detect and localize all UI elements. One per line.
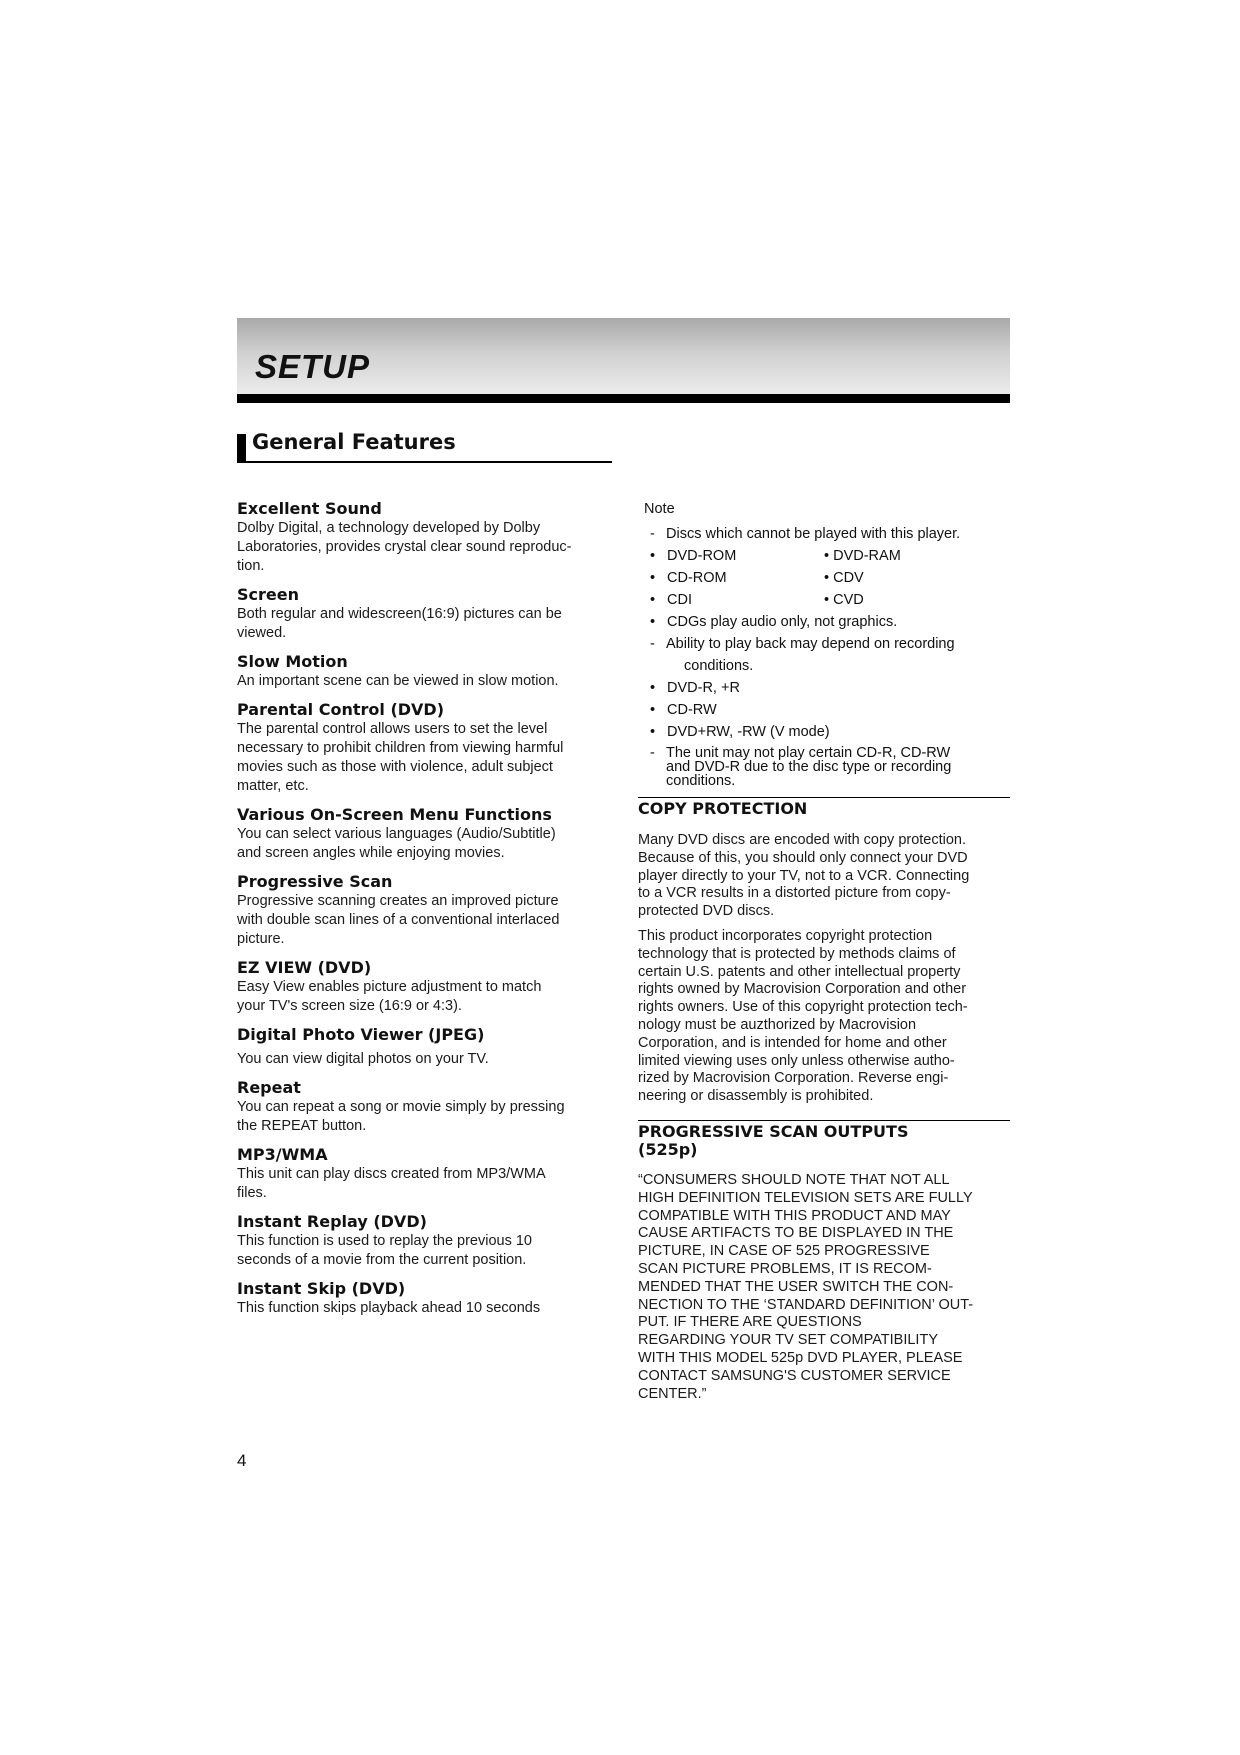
note-label: Note (644, 501, 675, 517)
format-item: • DVD-R, +R (650, 680, 740, 696)
disc-pair-row: • DVD-ROM • DVD-RAM (650, 548, 901, 564)
feature-text: You can select various languages (Audio/Subtitle) and screen angles while enjoying movies. (237, 826, 556, 861)
feature-parental-control (237, 700, 617, 796)
feature-text: You can view digital photos on your TV. (237, 1051, 489, 1067)
features-column (237, 499, 617, 1327)
disc-pair-row: • CDI • CVD (650, 592, 864, 608)
feature-heading: Screen (237, 585, 299, 604)
feature-heading: Instant Replay (DVD) (237, 1212, 427, 1231)
feature-heading: Slow Motion (237, 652, 348, 671)
feature-heading: Repeat (237, 1078, 301, 1097)
ability-note: - Ability to play back may depend on recording (650, 636, 955, 652)
setup-banner (237, 318, 1010, 394)
feature-instant-replay (237, 1212, 617, 1270)
progressive-outputs-text: “CONSUMERS SHOULD NOTE THAT NOT ALL HIGH DEFINITION TELEVISION SETS ARE FULLY COMPATIBLE WITH THIS PRODUCT AND MAY CAUSE ARTIFACTS TO BE DISPLAYED IN THE PICTURE, IN CASE OF 525 PROGRESSIVE SCAN PICTURE PROBLEMS, IT IS RECOM- MENDED THAT THE USER SWITCH THE CON- NECTION TO THE ‘STANDARD DEFINITION’ OUT- PUT. IF THERE ARE QUESTIONS REGARDING YOUR TV SET COMPATIBILITY WITH THIS MODEL 525p DVD PLAYER, PLEASE CONTACT SAMSUNG'S CUSTOMER SERVICE CENTER.” (638, 1171, 974, 1402)
page-number: 4 (237, 1451, 247, 1470)
copy-protection-para-2: This product incorporates copyright protection technology that is protected by methods claims of certain U.S. patents and other intellectual property rights owned by Macrovision Corporation and other rights owners. Use of this copyright protection tech- nology must be auzthorized by Macrovision Corporation, and is intended for home and other limited viewing uses only unless otherwise autho- rized by Macrovision Corporation. Reverse engi- neering or disassembly is prohibited. (638, 927, 968, 1105)
progressive-outputs-title: PROGRESSIVE SCAN OUTPUTS (525p) (638, 1121, 909, 1159)
unit-note: - The unit may not play certain CD-R, CD-RW and DVD-R due to the disc type or recording conditions. (650, 745, 952, 789)
copy-protection-para-1: Many DVD discs are encoded with copy protection. Because of this, you should only connect your DVD player directly to your TV, not to a VCR. Connecting to a VCR results in a distorted picture from copy- protected DVD discs. (638, 832, 970, 920)
feature-heading: Parental Control (DVD) (237, 700, 445, 719)
feature-text: The parental control allows users to set the level necessary to prohibit children from viewing harmful movies such as those with violence, adult subject matter, etc. (237, 721, 564, 794)
feature-heading: MP3/WMA (237, 1145, 328, 1164)
page-title: SETUP (255, 348, 371, 385)
feature-on-screen-menu (237, 805, 617, 863)
feature-heading: Various On-Screen Menu Functions (237, 805, 552, 824)
feature-text: Dolby Digital, a technology developed by Dolby Laboratories, provides crystal clear sound reproduc- tion. (237, 520, 572, 574)
cdg-note: • CDGs play audio only, not graphics. (650, 614, 898, 630)
feature-digital-photo-viewer (237, 1025, 617, 1069)
feature-progressive-scan (237, 872, 617, 949)
feature-heading: Excellent Sound (237, 499, 382, 518)
feature-instant-skip (237, 1279, 617, 1318)
banner-divider (237, 394, 1010, 403)
feature-text: This function skips playback ahead 10 seconds (237, 1300, 541, 1316)
feature-text: Both regular and widescreen(16:9) pictures can be viewed. (237, 606, 562, 641)
feature-text: You can repeat a song or movie simply by pressing the REPEAT button. (237, 1099, 565, 1134)
feature-heading: Progressive Scan (237, 872, 393, 891)
ability-note-cont: conditions. (684, 658, 754, 674)
feature-text: This unit can play discs created from MP3/WMA files. (237, 1166, 546, 1201)
feature-heading: Instant Skip (DVD) (237, 1279, 406, 1298)
feature-heading: EZ VIEW (DVD) (237, 958, 372, 977)
feature-excellent-sound (237, 499, 617, 576)
section-rule (237, 461, 612, 463)
feature-text: Easy View enables picture adjustment to match your TV's screen size (16:9 or 4:3). (237, 979, 542, 1014)
copy-protection-title: COPY PROTECTION (638, 799, 808, 818)
feature-repeat (237, 1078, 617, 1136)
format-item: • CD-RW (650, 702, 717, 718)
feature-slow-motion (237, 652, 617, 691)
progressive-outputs-rule (638, 1120, 1010, 1121)
section-marker (237, 434, 246, 463)
feature-ez-view (237, 958, 617, 1016)
feature-screen (237, 585, 617, 643)
feature-text: This function is used to replay the previous 10 seconds of a movie from the current position. (237, 1233, 532, 1268)
feature-mp3-wma (237, 1145, 617, 1203)
format-item: • DVD+RW, -RW (V mode) (650, 724, 830, 740)
notes-column (638, 500, 1010, 1403)
note-intro: - Discs which cannot be played with this player. (650, 526, 961, 542)
section-title: General Features (252, 430, 456, 454)
copy-protection-rule (638, 797, 1010, 798)
feature-text: An important scene can be viewed in slow motion. (237, 673, 559, 689)
disc-pair-row: • CD-ROM • CDV (650, 570, 864, 586)
feature-text: Progressive scanning creates an improved picture with double scan lines of a conventional interlaced picture. (237, 893, 560, 947)
feature-heading: Digital Photo Viewer (JPEG) (237, 1025, 485, 1044)
